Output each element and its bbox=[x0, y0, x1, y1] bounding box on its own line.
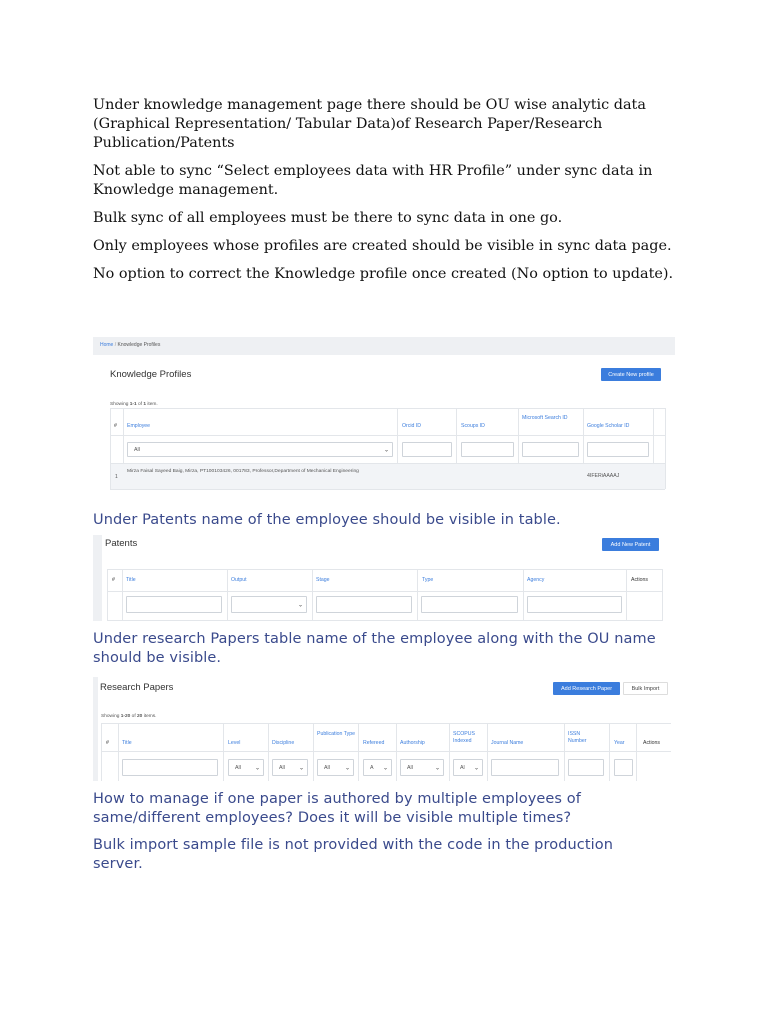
google-scholar-filter-input[interactable] bbox=[587, 442, 649, 457]
rp-issn-filter[interactable] bbox=[568, 759, 604, 776]
rp-col-level[interactable]: Level bbox=[228, 740, 241, 746]
page-title: Knowledge Profiles bbox=[110, 369, 192, 380]
patents-col-type[interactable]: Type bbox=[422, 577, 434, 583]
rp-col-title[interactable]: Title bbox=[122, 740, 132, 746]
col-header-google-scholar[interactable]: Google Scholar ID bbox=[587, 423, 630, 429]
paragraph-no-update: No option to correct the Knowledge profile once created (No option to update). bbox=[93, 266, 674, 282]
rp-year-filter[interactable] bbox=[614, 759, 633, 776]
rp-discipline-filter[interactable]: All ⌄ bbox=[272, 759, 308, 776]
patents-col-agency[interactable]: Agency bbox=[527, 577, 545, 583]
row-index: 1 bbox=[115, 474, 118, 480]
paragraph-analytics: Under knowledge management page there should be OU wise analytic data (Graphical Representation/ Tabular Data)of Research Paper/Research Publication/Patents bbox=[93, 97, 646, 151]
col-header-scopus[interactable]: Scoups ID bbox=[461, 423, 485, 429]
note-multiple-authors: How to manage if one paper is authored by multiple employees of same/different employees? Does it will be visible multiple times? bbox=[93, 791, 581, 826]
rp-col-year[interactable]: Year bbox=[614, 740, 625, 746]
row-employee: Mirza Faisal Sayeed Baig, Mirza, PT100103426, 001783, Professor,Department of Mechanical Engineering bbox=[127, 469, 359, 474]
chevron-down-icon: ⌄ bbox=[297, 602, 303, 608]
rp-col-authorship[interactable]: Authorship bbox=[400, 740, 425, 746]
row-google-scholar: 4IFERiAAAAJ bbox=[587, 473, 620, 479]
chevron-down-icon: ⌄ bbox=[473, 765, 479, 771]
patents-col-output[interactable]: Output bbox=[231, 577, 247, 583]
patents-stage-filter[interactable] bbox=[316, 596, 412, 613]
patents-screenshot bbox=[93, 535, 675, 621]
research-papers-screenshot bbox=[93, 677, 675, 781]
research-papers-title: Research Papers bbox=[100, 682, 174, 693]
patents-output-filter[interactable] bbox=[231, 596, 307, 613]
breadcrumb-home[interactable]: Home bbox=[100, 342, 114, 348]
paragraph-bulk-sync: Bulk sync of all employees must be there to sync data in one go. bbox=[93, 210, 563, 226]
rp-journal-filter[interactable] bbox=[491, 759, 559, 776]
patents-col-title[interactable]: Title bbox=[126, 577, 136, 583]
breadcrumb-current: Knowledge Profiles bbox=[117, 342, 161, 348]
breadcrumb bbox=[100, 342, 160, 348]
rp-col-scopus[interactable]: SCOPUS Indexed bbox=[453, 731, 475, 744]
patents-col-stage[interactable]: Stage bbox=[316, 577, 330, 583]
col-header-index: # bbox=[114, 423, 117, 429]
rp-col-refereed[interactable]: Refereed bbox=[363, 740, 385, 746]
col-header-microsoft[interactable]: Microsoft Search ID bbox=[522, 415, 568, 421]
breadcrumb-separator: / bbox=[114, 342, 117, 348]
employee-filter-value: All bbox=[134, 446, 140, 453]
chevron-down-icon: ⌄ bbox=[254, 765, 260, 771]
bulk-import-button[interactable]: Bulk Import bbox=[623, 682, 668, 695]
rp-col-publication-type[interactable]: Publication Type bbox=[317, 731, 355, 737]
create-profile-button[interactable]: Create New profile bbox=[601, 368, 661, 381]
employee-filter-select[interactable] bbox=[127, 442, 393, 457]
chevron-down-icon: ⌄ bbox=[383, 447, 389, 453]
add-research-paper-button[interactable]: Add Research Paper bbox=[553, 682, 620, 695]
chevron-down-icon: ⌄ bbox=[382, 765, 388, 771]
rp-refereed-filter[interactable]: A ⌄ bbox=[363, 759, 392, 776]
patents-type-filter[interactable] bbox=[421, 596, 518, 613]
paragraph-visible-profiles: Only employees whose profiles are created should be visible in sync data page. bbox=[93, 238, 672, 254]
col-header-orcid[interactable]: Orcid ID bbox=[402, 423, 422, 429]
rp-title-filter[interactable] bbox=[122, 759, 218, 776]
paragraph-sync-issue: Not able to sync “Select employees data with HR Profile” under sync data in Knowledge management. bbox=[93, 163, 653, 198]
chevron-down-icon: ⌄ bbox=[298, 765, 304, 771]
note-research-papers: Under research Papers table name of the employee along with the OU name should be visible. bbox=[93, 631, 656, 666]
note-bulk-import: Bulk import sample file is not provided with the code in the production server. bbox=[93, 837, 614, 872]
rp-col-index: # bbox=[106, 740, 109, 746]
chevron-down-icon: ⌄ bbox=[434, 765, 440, 771]
rp-col-issn[interactable]: ISSN Number bbox=[568, 731, 587, 744]
rp-col-discipline[interactable]: Discipline bbox=[272, 740, 295, 746]
research-summary-text: Showing 1-20 of 20 items. bbox=[101, 714, 157, 719]
add-patent-button[interactable]: Add New Patent bbox=[602, 538, 659, 551]
note-patents: Under Patents name of the employee should be visible in table. bbox=[93, 512, 561, 528]
patents-agency-filter[interactable] bbox=[527, 596, 622, 613]
chevron-down-icon: ⌄ bbox=[344, 765, 350, 771]
summary-text: Showing 1-1 of 1 item. bbox=[110, 402, 158, 407]
rp-publication-type-filter[interactable]: All ⌄ bbox=[317, 759, 354, 776]
patents-title-filter[interactable] bbox=[126, 596, 222, 613]
patents-col-actions: Actions bbox=[631, 577, 649, 583]
rp-scopus-filter[interactable]: Al ⌄ bbox=[453, 759, 483, 776]
col-header-employee[interactable]: Employee bbox=[127, 423, 151, 429]
rp-col-actions: Actions bbox=[643, 740, 661, 746]
patents-col-index: # bbox=[112, 577, 115, 583]
patents-title: Patents bbox=[105, 538, 138, 549]
knowledge-profiles-screenshot bbox=[93, 337, 675, 501]
scopus-filter-input[interactable] bbox=[461, 442, 514, 457]
rp-col-journal[interactable]: Journal Name bbox=[491, 740, 524, 746]
rp-level-filter[interactable]: All ⌄ bbox=[228, 759, 264, 776]
rp-authorship-filter[interactable]: All ⌄ bbox=[400, 759, 444, 776]
microsoft-filter-input[interactable] bbox=[522, 442, 579, 457]
orcid-filter-input[interactable] bbox=[402, 442, 452, 457]
